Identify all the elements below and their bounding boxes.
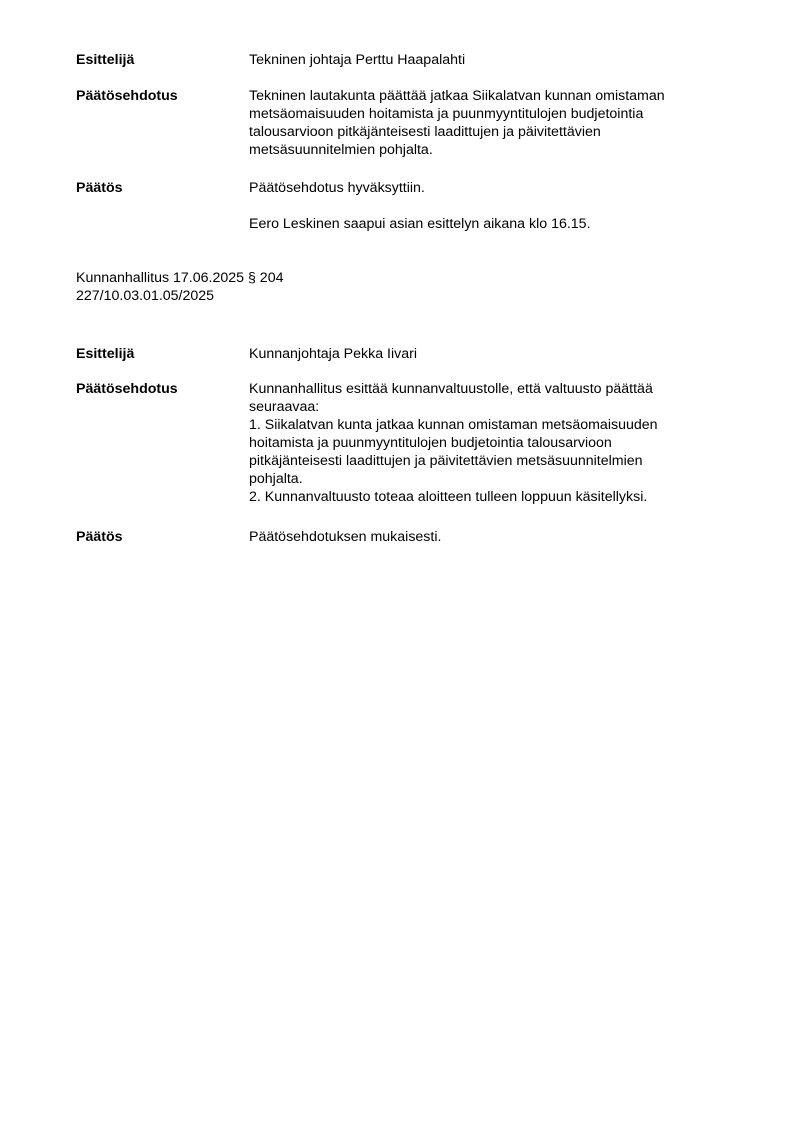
proposal-line: Tekninen lautakunta päättää jatkaa Siikalatvan kunnan omistaman <box>249 88 665 104</box>
proposal-line: pitkäjänteisesti laadittujen ja päivitettävien metsäsuunnitelmien <box>249 453 643 469</box>
proposal-line: pohjalta. <box>249 471 303 487</box>
proposal-line: Kunnanhallitus esittää kunnanvaltuustolle, että valtuusto päättää <box>249 381 653 397</box>
proposal-line: metsäomaisuuden hoitamista ja puunmyyntitulojen budjetointia <box>249 106 644 122</box>
proposal-label: Päätösehdotus <box>76 381 178 397</box>
proposal-text <box>249 87 729 159</box>
proposal-line: metsäsuunnitelmien pohjalta. <box>249 142 433 158</box>
proposal-line: 2. Kunnanvaltuusto toteaa aloitteen tulleen loppuun käsitellyksi. <box>249 489 648 505</box>
decision-line: Päätösehdotuksen mukaisesti. <box>249 529 442 545</box>
proposal-label: Päätösehdotus <box>76 88 178 104</box>
decision-note <box>249 215 729 233</box>
decision-label: Päätös <box>76 529 123 545</box>
presenter-label: Esittelijä <box>76 52 135 68</box>
decision-text <box>249 528 729 546</box>
decision-line: Päätösehdotus hyväksyttiin. <box>249 180 425 196</box>
presenter-text <box>249 345 729 363</box>
proposal-line: seuraavaa: <box>249 399 320 415</box>
presenter-name: Kunnanjohtaja Pekka Iivari <box>249 346 417 362</box>
proposal-text <box>249 380 729 506</box>
arrival-note: Eero Leskinen saapui asian esittelyn aikana klo 16.15. <box>249 216 591 232</box>
decision-label: Päätös <box>76 180 123 196</box>
presenter-name: Tekninen johtaja Perttu Haapalahti <box>249 52 466 68</box>
presenter-label: Esittelijä <box>76 346 135 362</box>
meeting-reference: Kunnanhallitus 17.06.2025 § 204 <box>76 270 284 286</box>
proposal-line: talousarvioon pitkäjänteisesti laadittujen ja päivitettävien <box>249 124 601 140</box>
decision-text <box>249 179 729 197</box>
diary-number: 227/10.03.01.05/2025 <box>76 288 215 304</box>
proposal-line: hoitamista ja puunmyyntitulojen budjetointia talousarvioon <box>249 435 612 451</box>
proposal-line: 1. Siikalatvan kunta jatkaa kunnan omistaman metsäomaisuuden <box>249 417 658 433</box>
presenter-text <box>249 51 729 69</box>
